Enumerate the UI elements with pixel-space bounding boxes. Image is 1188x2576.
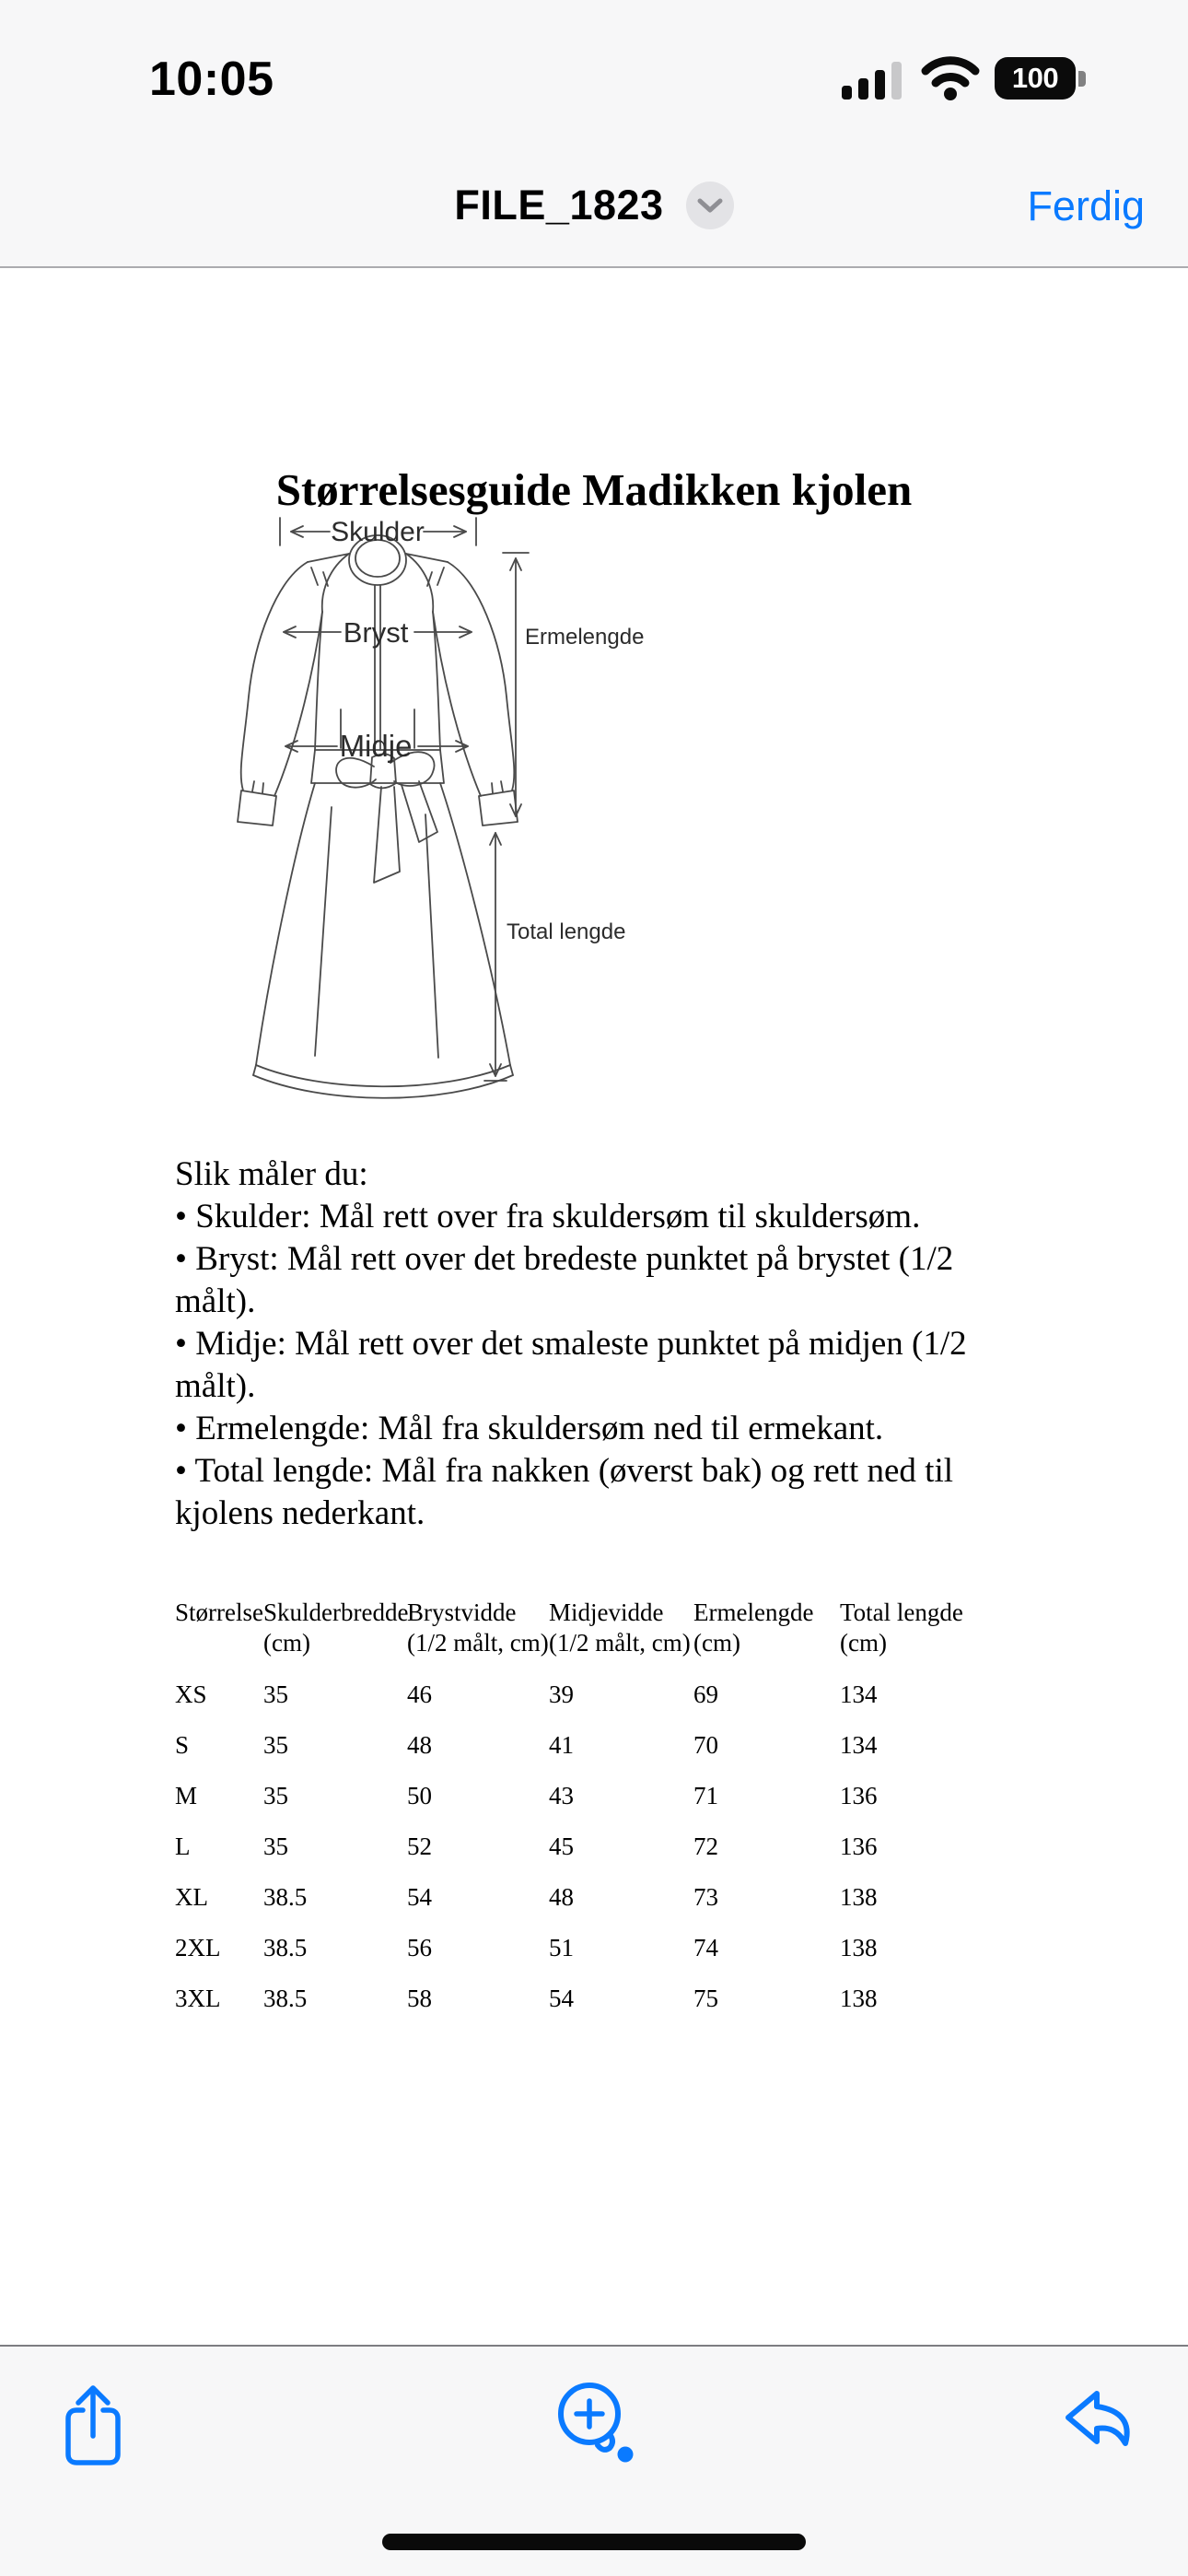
table-row	[175, 1985, 1059, 2035]
column-header: Total lengde (cm)	[840, 1598, 963, 1657]
table-cell: 41	[549, 1731, 574, 1759]
done-button[interactable]: Ferdig	[1027, 182, 1145, 229]
table-cell: 2XL	[175, 1934, 221, 1961]
howto-line: kjolens nederkant.	[175, 1494, 425, 1532]
size-table-body	[175, 1680, 1059, 2035]
table-cell: 39	[549, 1680, 574, 1708]
table-cell: 45	[549, 1832, 574, 1860]
howto-line: Slik måler du:	[175, 1155, 368, 1193]
table-cell: 51	[549, 1934, 574, 1961]
dress-diagram	[219, 512, 836, 1122]
table-cell: 136	[840, 1782, 878, 1809]
table-cell: S	[175, 1731, 190, 1759]
table-cell: 69	[693, 1680, 718, 1708]
table-cell: 56	[407, 1934, 432, 1961]
howto-line: målt).	[175, 1367, 256, 1405]
howto-text	[175, 1153, 1050, 1535]
battery-nub	[1078, 71, 1086, 87]
table-cell: 54	[407, 1883, 432, 1911]
nav-bar	[0, 177, 1188, 234]
column-header: Størrelse	[175, 1598, 263, 1626]
zoom-button[interactable]	[545, 2371, 641, 2476]
howto-line: • Ermelengde: Mål fra skuldersøm ned til ermekant.	[175, 1410, 884, 1447]
table-cell: 43	[549, 1782, 574, 1809]
howto-line: • Bryst: Mål rett over det bredeste punktet på brystet (1/2	[175, 1240, 954, 1278]
diagram-label-midje: Midje	[339, 729, 413, 763]
battery-icon	[995, 57, 1076, 100]
table-cell: 58	[407, 1985, 432, 2012]
table-cell: 38.5	[263, 1883, 308, 1911]
reply-button[interactable]	[1061, 2386, 1138, 2455]
chevron-down-icon	[696, 196, 724, 215]
table-cell: 50	[407, 1782, 432, 1809]
size-table	[175, 1598, 1059, 2035]
howto-line: • Total lengde: Mål fra nakken (øverst bak) og rett ned til	[175, 1452, 954, 1490]
table-cell: 3XL	[175, 1985, 221, 2012]
table-cell: 70	[693, 1731, 718, 1759]
table-cell: M	[175, 1782, 198, 1809]
diagram-label-skulder: Skulder	[331, 517, 425, 547]
table-cell: 35	[263, 1680, 288, 1708]
table-cell: 48	[549, 1883, 574, 1911]
table-cell: 74	[693, 1934, 718, 1961]
table-cell: 48	[407, 1731, 432, 1759]
column-header: Midjevidde (1/2 målt, cm)	[549, 1598, 691, 1657]
table-cell: 138	[840, 1883, 878, 1911]
size-table-header	[175, 1598, 1059, 1658]
table-row	[175, 1883, 1059, 1934]
table-cell: 52	[407, 1832, 432, 1860]
table-cell: 136	[840, 1832, 878, 1860]
table-cell: XS	[175, 1680, 207, 1708]
table-cell: 35	[263, 1782, 288, 1809]
diagram-label-bryst: Bryst	[343, 616, 409, 649]
table-row	[175, 1680, 1059, 1731]
table-cell: 38.5	[263, 1985, 308, 2012]
table-cell: 38.5	[263, 1934, 308, 1961]
table-cell: 138	[840, 1934, 878, 1961]
file-title: FILE_1823	[454, 181, 664, 228]
column-header: Ermelengde (cm)	[693, 1598, 814, 1657]
table-row	[175, 1832, 1059, 1883]
table-cell: L	[175, 1832, 191, 1860]
table-cell: 35	[263, 1731, 288, 1759]
table-cell: 73	[693, 1883, 718, 1911]
table-cell: 35	[263, 1832, 288, 1860]
column-header: Brystvidde (1/2 målt, cm)	[407, 1598, 549, 1657]
table-cell: 134	[840, 1731, 878, 1759]
battery-percent: 100	[1011, 62, 1059, 94]
share-button[interactable]	[61, 2379, 125, 2470]
table-row	[175, 1934, 1059, 1985]
home-indicator[interactable]	[382, 2534, 806, 2550]
document-title: Størrelsesguide Madikken kjolen	[275, 464, 913, 515]
table-row	[175, 1782, 1059, 1832]
cellular-signal-icon	[842, 59, 904, 100]
diagram-label-ermelengde: Ermelengde	[525, 625, 645, 650]
table-row	[175, 1731, 1059, 1782]
status-time: 10:05	[149, 53, 274, 106]
table-cell: 46	[407, 1680, 432, 1708]
table-cell: 71	[693, 1782, 718, 1809]
table-cell: 75	[693, 1985, 718, 2012]
document-preview-scroll-area[interactable]	[0, 270, 1188, 2345]
magnifier-plus-icon	[545, 2371, 641, 2473]
table-cell: 138	[840, 1985, 878, 2012]
table-cell: 72	[693, 1832, 718, 1860]
reply-arrow-icon	[1061, 2386, 1138, 2453]
share-icon	[61, 2379, 125, 2467]
wifi-icon	[921, 55, 980, 101]
howto-line: • Midje: Mål rett over det smaleste punktet på midjen (1/2	[175, 1325, 967, 1363]
column-header: Skulderbredde (cm)	[263, 1598, 409, 1657]
howto-line: • Skulder: Mål rett over fra skuldersøm til skuldersøm.	[175, 1198, 921, 1235]
howto-line: målt).	[175, 1282, 256, 1320]
table-cell: 54	[549, 1985, 574, 2012]
diagram-label-total-lengde: Total lengde	[507, 919, 626, 944]
table-cell: XL	[175, 1883, 208, 1911]
table-cell: 134	[840, 1680, 878, 1708]
title-menu-button[interactable]	[686, 181, 734, 229]
